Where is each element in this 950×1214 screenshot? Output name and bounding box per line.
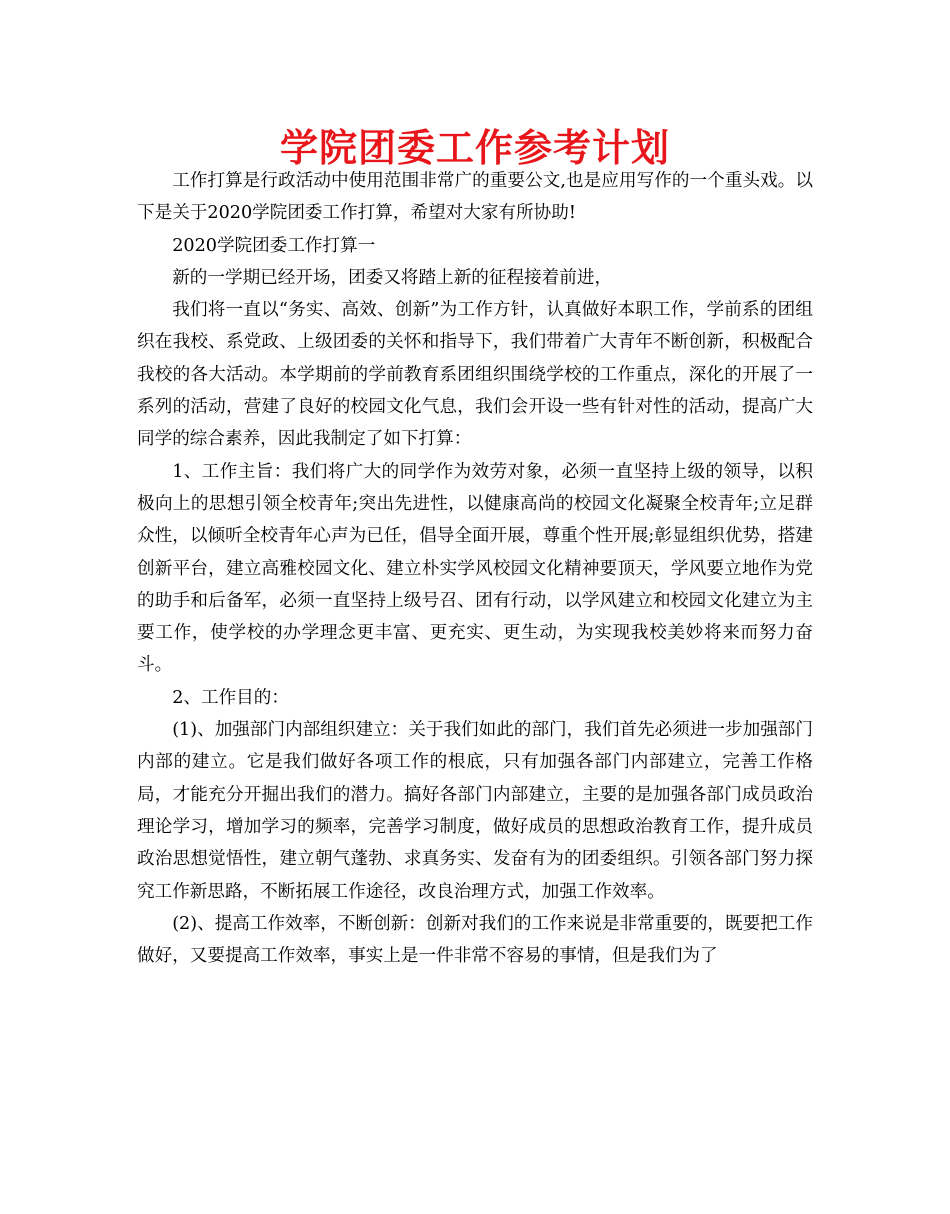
paragraph-intro: 工作打算是行政活动中使用范围非常广的重要公文,也是应用写作的一个重头戏。以下是关于2020学院团委工作打算，希望对大家有所协助! <box>137 171 813 224</box>
paragraph-work-goals-heading: 2、工作目的： <box>172 687 289 708</box>
paragraph-goal-2: (2)、提高工作效率，不断创新：创新对我们的工作来说是非常重要的，既要把工作做好，又要提高工作效率，事实上是一件非常不容易的事情，但是我们为了 <box>137 913 813 967</box>
paragraph-work-policy: 我们将一直以“务实、高效、创新”为工作方针，认真做好本职工作，学前系的团组织在我校、系党政、上级团委的关怀和指导下，我们带着广大青年不断创新，积极配合我校的各大活动。本学期前的学前教育系团组织围绕学校的工作重点，深化的开展了一系列的活动，营建了良好的校园文化气息，我们会开设一些有针对性的活动，提高广大同学的综合素养，因此我制定了如下打算： <box>137 300 813 450</box>
document-title: 学院团委工作参考计划 <box>279 126 670 170</box>
paragraph-new-semester: 新的一学期已经开场，团委又将踏上新的征程接着前进， <box>172 267 613 288</box>
paragraph-goal-1: (1)、加强部门内部组织建立：关于我们如此的部门，我们首先必须进一步加强部门内部的建立。它是我们做好各项工作的根底，只有加强各部门内部建立，完善工作格局，才能充分开掘出我们的潜力。搞好各部门内部建立，主要的是加强各部门成员政治理论学习，增加学习的频率，完善学习制度，做好成员的思想政治教育工作，提升成员政治思想觉悟性，建立朝气蓬勃、求真务实、发奋有为的团委组织。引领各部门努力探究工作新思路，不断拓展工作途径，改良治理方式，加强工作效率。 <box>137 720 813 902</box>
document-body <box>137 165 813 972</box>
paragraph-plan-heading: 2020学院团委工作打算一 <box>172 235 376 256</box>
paragraph-work-purpose: 1、工作主旨：我们将广大的同学作为效劳对象，必须一直坚持上级的领导，以积极向上的思想引领全校青年;突出先进性，以健康高尚的校园文化凝聚全校青年;立足群众性，以倾听全校青年心声为已任，倡导全面开展，尊重个性开展;彰显组织优势，搭建创新平台，建立高雅校园文化、建立朴实学风校园文化精神要顶天，学风要立地作为党的助手和后备军，必须一直坚持上级号召、团有行动，以学风建立和校园文化建立为主要工作，使学校的办学理念更丰富、更充实、更生动，为实现我校美妙将来而努力奋斗。 <box>137 461 813 676</box>
